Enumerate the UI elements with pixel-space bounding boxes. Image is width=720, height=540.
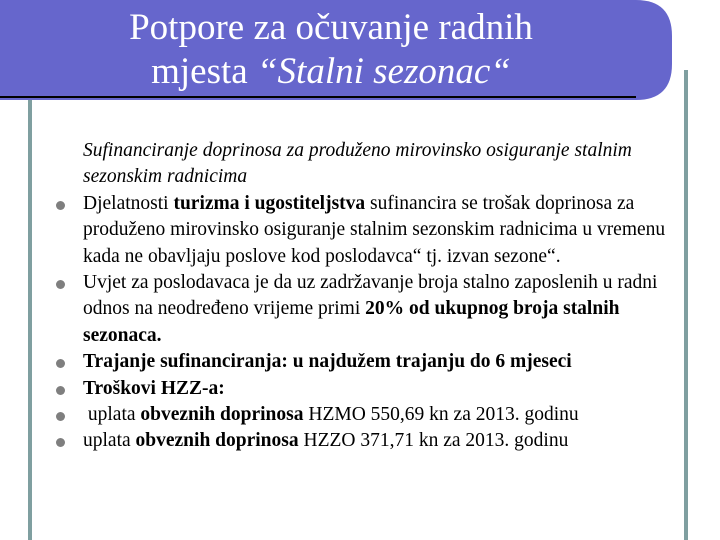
bullet-6-bold: obveznih doprinosa (135, 430, 299, 452)
bullet-icon (56, 412, 65, 421)
title-line-2 (0, 50, 662, 94)
bullet-3-bold: Trajanje sufinanciranja: u najdužem trajanju do 6 mjeseci (83, 351, 572, 373)
bullet-item-costs (52, 376, 672, 402)
bullet-item-condition (52, 270, 672, 349)
slide-content (52, 138, 672, 455)
bullet-icon (56, 280, 65, 289)
title-line-1: Potpore za očuvanje radnih (129, 7, 533, 48)
bullet-2-bold: 20% od ukupnog broja stalnih sezonaca. (83, 298, 620, 346)
bullet-item-tourism (52, 191, 672, 270)
title-line-2-prefix: mjesta (151, 51, 257, 92)
bullet-1-pre: Djelatnosti (83, 192, 174, 214)
bullet-item-hzmo (52, 402, 672, 428)
bullet-icon (56, 438, 65, 447)
bullet-2-pre: Uvjet za poslodavaca je da uz zadržavanje broja stalno zaposlenih u radni odnos na neodređeno vrijeme primi (83, 272, 658, 320)
bullet-1-bold: turizma i ugostiteljstva (173, 192, 366, 214)
bullet-5-bold: obveznih doprinosa (140, 404, 304, 426)
bullet-icon (56, 201, 65, 210)
bullet-5-pre: uplata (83, 404, 141, 426)
slide-title (0, 6, 662, 94)
bullet-item-duration (52, 349, 672, 375)
title-line-2-italic: “Stalni sezonac“ (256, 51, 511, 92)
bullet-5-rest: HZMO 550,69 kn za 2013. godinu (303, 404, 579, 426)
bullet-icon (56, 386, 65, 395)
bullet-6-pre: uplata (83, 430, 136, 452)
bullet-1-rest: sufinancira se trošak doprinosa za produženo mirovinsko osiguranje stalnim sezonskim radnicima u vremenu kada ne obavljaju poslove kod poslodavca“ tj. izvan sezone“. (83, 192, 666, 267)
intro-text: Sufinanciranje doprinosa za produženo mirovinsko osiguranje stalnim sezonskim radnicima (83, 140, 632, 188)
bullet-6-rest: HZZO 371,71 kn za 2013. godinu (298, 430, 569, 452)
bullet-icon (56, 359, 65, 368)
bullet-list (52, 191, 672, 455)
bullet-item-hzzo (52, 428, 672, 454)
bullet-4-bold: Troškovi HZZ-a: (83, 377, 225, 399)
